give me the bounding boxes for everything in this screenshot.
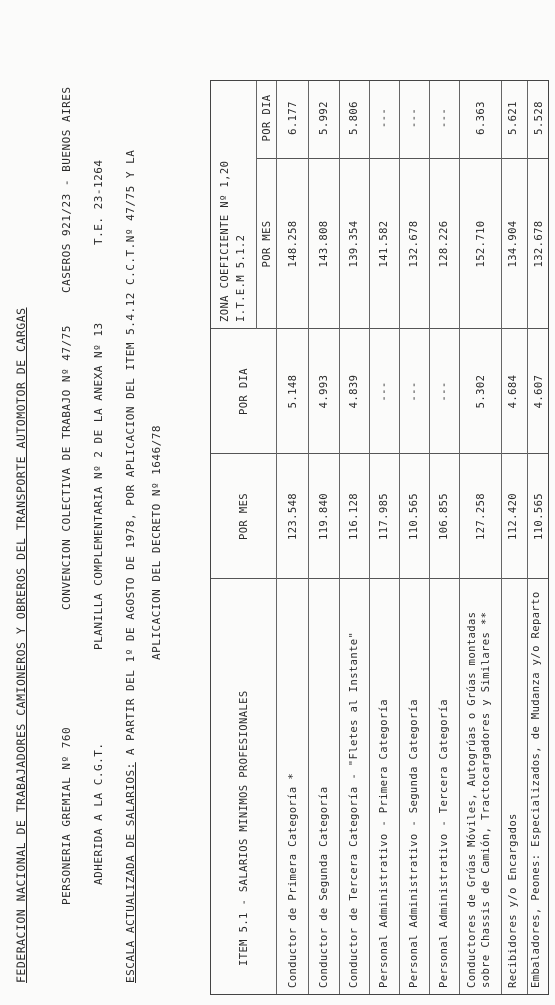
row-zona-por-mes: 139.354 bbox=[348, 220, 360, 268]
row-divider bbox=[339, 81, 340, 994]
adherida-line: ADHERIDA A LA C.G.T. bbox=[92, 742, 105, 885]
col-divider bbox=[211, 453, 548, 454]
header-zona-sub: I.T.E.M 5.1.2 bbox=[235, 234, 247, 322]
row-por-mes: 117.985 bbox=[378, 492, 390, 541]
row-por-dia: 5.302 bbox=[475, 374, 487, 409]
row-item: Recibidores y/o Encargados bbox=[507, 813, 519, 988]
header-por-dia: POR DIA bbox=[238, 367, 250, 416]
header-bottom-divider bbox=[276, 81, 277, 994]
federation-title: FEDERACION NACIONAL DE TRABAJADORES CAMIONEROS Y OBREROS DEL TRANSPORTE AUTOMOTOR DE CARGAS bbox=[14, 307, 28, 983]
row-zona-por-dia: 6.363 bbox=[475, 101, 487, 135]
address-line: CASEROS 921/23 - BUENOS AIRES bbox=[60, 86, 73, 293]
row-zona-por-dia: 6.177 bbox=[287, 101, 299, 135]
row-zona-por-mes: 132.678 bbox=[533, 220, 545, 268]
row-item: Personal Administrativo - Segunda Categoría bbox=[408, 698, 420, 988]
col-divider bbox=[211, 578, 548, 579]
row-zona-por-mes: 134.904 bbox=[507, 220, 519, 268]
row-por-mes: 112.420 bbox=[507, 492, 519, 541]
row-por-mes: 110.565 bbox=[408, 492, 420, 541]
planilla-line: PLANILLA COMPLEMENTARIA Nº 2 DE LA ANEXA Nº 13 bbox=[92, 322, 105, 650]
aplicacion-line: APLICACION DEL DECRETO Nº 1646/78 bbox=[150, 424, 163, 660]
row-divider bbox=[369, 81, 370, 994]
row-divider bbox=[527, 81, 528, 994]
row-divider bbox=[501, 81, 502, 994]
row-por-mes: 106.855 bbox=[438, 492, 450, 541]
row-divider bbox=[399, 81, 400, 994]
salary-table bbox=[210, 80, 549, 995]
row-por-dia: --- bbox=[378, 381, 390, 402]
row-divider bbox=[459, 81, 460, 994]
col-divider bbox=[256, 158, 548, 159]
row-zona-por-dia: 5.992 bbox=[318, 101, 330, 135]
row-zona-por-mes: 141.582 bbox=[378, 220, 390, 268]
row-divider bbox=[429, 81, 430, 994]
convencion-line: CONVENCION COLECTIVA DE TRABAJO Nº 47/75 bbox=[60, 325, 73, 610]
row-item: Conductor de Tercera Categoría - "Fletes al Instante" bbox=[348, 631, 360, 988]
row-zona-por-dia: 5.806 bbox=[348, 101, 360, 135]
escala-text: A PARTIR DEL 1º DE AGOSTO DE 1978, POR APLICACION DEL ITEM 5.4.12 C.C.T.Nº 47/75 Y LA bbox=[124, 149, 137, 756]
row-zona-por-dia: 5.621 bbox=[507, 101, 519, 135]
row-item: Conductor de Primera Categoría * bbox=[287, 772, 299, 988]
row-zona-por-dia: 5.528 bbox=[533, 101, 545, 135]
row-item: Personal Administrativo - Primera Categoría bbox=[378, 698, 390, 988]
row-por-dia: --- bbox=[438, 381, 450, 402]
escala-label: ESCALA ACTUALIZADA DE SALARIOS: bbox=[124, 762, 137, 983]
row-item: Personal Administrativo - Tercera Categoría bbox=[438, 698, 450, 988]
row-zona-por-dia: --- bbox=[408, 107, 420, 129]
row-por-mes: 123.548 bbox=[287, 492, 299, 541]
row-zona-por-mes: 143.808 bbox=[318, 220, 330, 268]
header-item: ITEM 5.1 - SALARIOS MINIMOS PROFESIONALES bbox=[238, 690, 250, 966]
row-por-mes: 127.258 bbox=[475, 492, 487, 541]
row-zona-por-mes: 148.258 bbox=[287, 220, 299, 268]
row-por-dia: 4.684 bbox=[507, 374, 519, 409]
row-por-dia: 5.148 bbox=[287, 374, 299, 409]
row-zona-por-mes: 152.710 bbox=[475, 220, 487, 268]
subheader-divider bbox=[256, 81, 257, 329]
row-zona-por-dia: --- bbox=[438, 107, 450, 129]
header-zona-por-dia: POR DIA bbox=[261, 94, 273, 142]
row-item: Embaladores, Peones: Especializados, de Mudanza y/o Reparto bbox=[530, 591, 542, 988]
header-por-mes: POR MES bbox=[238, 492, 250, 541]
row-zona-por-mes: 128.226 bbox=[438, 220, 450, 268]
phone-line: T.E. 23-1264 bbox=[92, 159, 105, 245]
personeria-line: PERSONERIA GREMIAL Nº 760 bbox=[60, 726, 73, 905]
row-por-dia: --- bbox=[408, 381, 420, 402]
escala-line bbox=[124, 150, 137, 983]
row-divider bbox=[308, 81, 309, 994]
row-item: Conductor de Segunda Categoría bbox=[318, 786, 330, 988]
row-por-dia: 4.839 bbox=[348, 374, 360, 409]
header-zona-por-mes: POR MES bbox=[261, 220, 273, 268]
row-por-dia: 4.993 bbox=[318, 374, 330, 409]
row-zona-por-mes: 132.678 bbox=[408, 220, 420, 268]
row-por-mes: 110.565 bbox=[533, 492, 545, 541]
row-por-mes: 119.840 bbox=[318, 492, 330, 541]
col-divider bbox=[211, 328, 548, 329]
row-por-dia: 4.607 bbox=[533, 374, 545, 409]
row-item: Conductores de Grúas Móviles, Autogrúas o Grúas montadas sobre Chassis de Camión, Tractocargadores y Similares ** bbox=[466, 611, 492, 988]
row-zona-por-dia: --- bbox=[378, 107, 390, 129]
header-zona: ZONA COEFICIENTE Nº 1,20 bbox=[219, 160, 231, 322]
row-por-mes: 116.128 bbox=[348, 492, 360, 541]
